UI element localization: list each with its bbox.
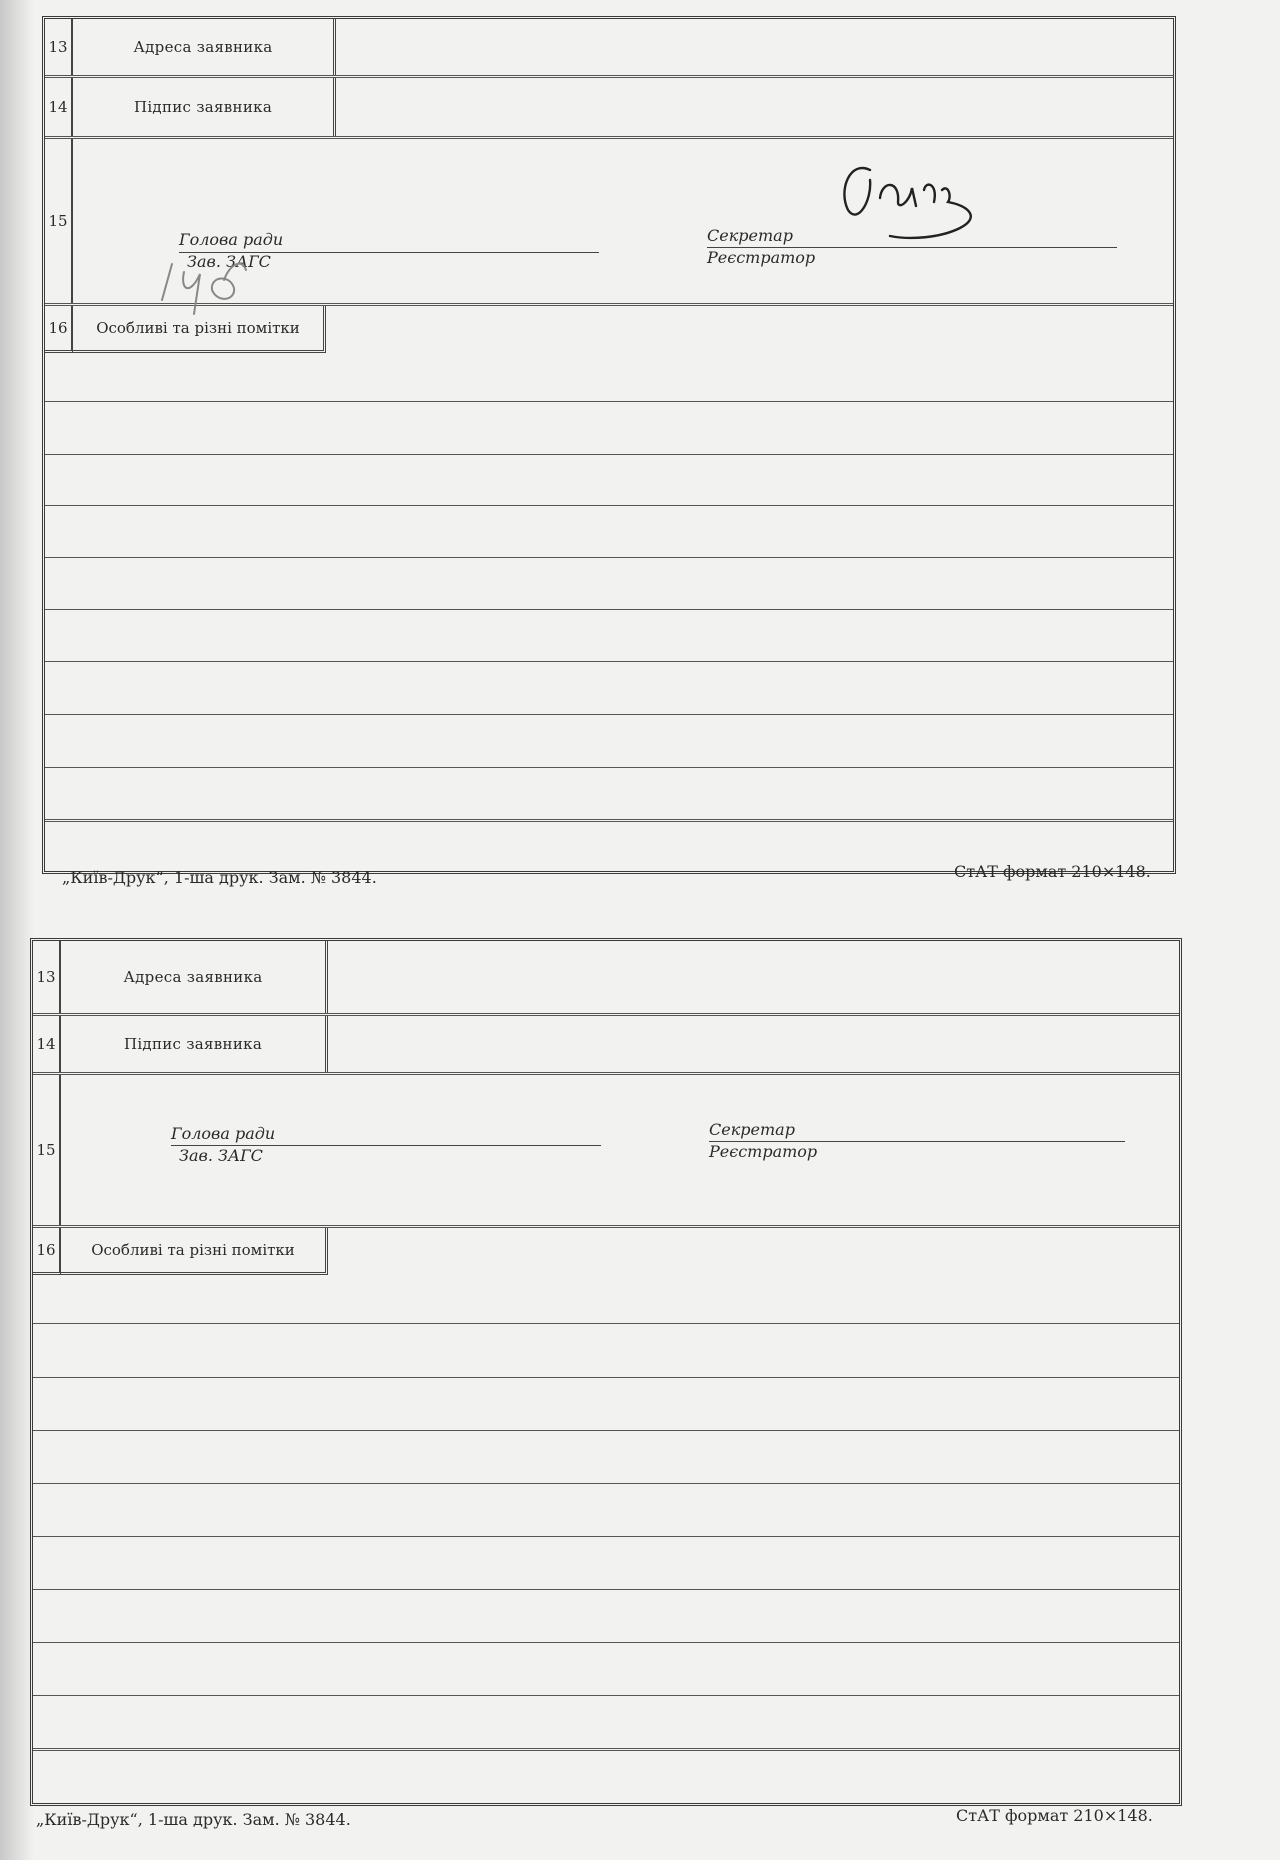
row-number: 16 [45,306,73,353]
row-14 [45,78,1173,139]
signature-line-right [709,1141,1125,1142]
row-label-special-notes: Особливі та різні помітки [73,306,326,353]
row-13 [45,19,1173,78]
ruled-line [33,1589,1179,1590]
form-bottom [30,938,1182,1806]
row-13 [33,941,1179,1016]
page-edge-shadow [0,0,34,1860]
row-label-applicant-address: Адреса заявника [73,19,336,75]
handwritten-signature [820,140,990,260]
ruled-line [45,609,1173,610]
head-of-council-label: Голова ради [171,1124,276,1143]
ruled-line [33,1536,1179,1537]
signature-line-left [171,1145,601,1146]
footer-printer-info: „Київ-Друк“, 1-ша друк. Зам. № 3844. [62,868,377,887]
ruled-line [45,401,1173,402]
handwritten-note [150,250,270,320]
ruled-line [33,1377,1179,1378]
ruled-line [33,1430,1179,1431]
registrar-label: Реєстратор [707,248,816,267]
row-number: 13 [45,19,73,75]
ruled-line [45,661,1173,662]
row-14 [33,1016,1179,1075]
row-16 [45,306,1173,866]
head-of-council-label: Голова ради [179,230,284,249]
form-top [42,16,1176,874]
ruled-line [33,1323,1179,1324]
row-number: 13 [33,941,61,1013]
row-label-applicant-signature: Підпис заявника [73,78,336,136]
ruled-line [33,1695,1179,1696]
row-label-applicant-signature: Підпис заявника [61,1016,328,1072]
registry-head-label: Зав. ЗАГС [187,252,271,271]
footer-format-info: СтАТ формат 210×148. [956,1806,1153,1825]
row-16 [33,1228,1179,1788]
ruled-line [45,767,1173,768]
ruled-line [45,505,1173,506]
footer-format-info: СтАТ формат 210×148. [954,862,1151,881]
row-15 [33,1075,1179,1228]
footer-printer-info: „Київ-Друк“, 1-ша друк. Зам. № 3844. [36,1810,351,1829]
ruled-line [33,1642,1179,1643]
row-number: 16 [33,1228,61,1275]
row-number: 15 [45,139,73,303]
ruled-line [45,819,1173,822]
ruled-line [33,1483,1179,1484]
registry-head-label: Зав. ЗАГС [179,1146,263,1165]
ruled-line [33,1748,1179,1751]
secretary-label: Секретар [707,226,793,245]
row-number: 15 [33,1075,61,1225]
registrar-label: Реєстратор [709,1142,818,1161]
row-label-special-notes: Особливі та різні помітки [61,1228,328,1275]
row-number: 14 [33,1016,61,1072]
ruled-line [45,557,1173,558]
secretary-label: Секретар [709,1120,795,1139]
ruled-line [45,714,1173,715]
row-number: 14 [45,78,73,136]
ruled-line [45,454,1173,455]
row-label-applicant-address: Адреса заявника [61,941,328,1013]
